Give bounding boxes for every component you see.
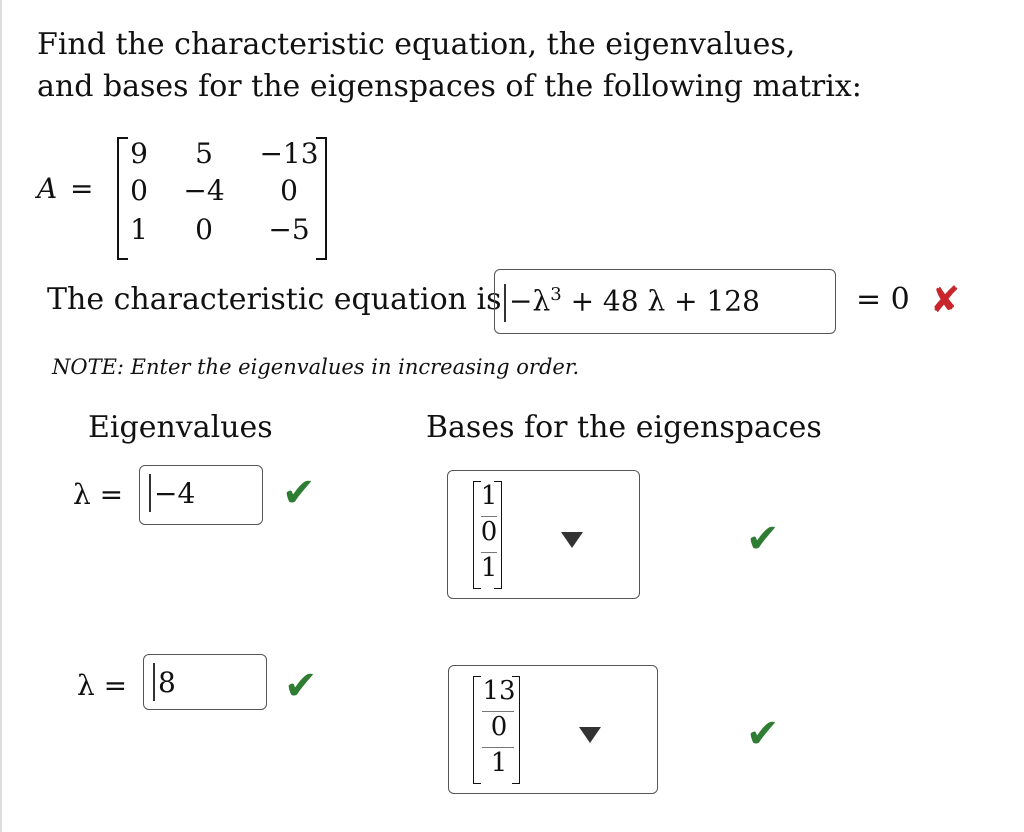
basis-2-entry-2: 0 [490, 712, 508, 742]
characteristic-equation-value [509, 284, 760, 317]
triangle-down-icon[interactable] [561, 532, 583, 548]
matrix-cell-r3c1: 1 [130, 213, 148, 246]
x-mark-icon: ✘ [930, 280, 961, 321]
basis-1-entry-2: 0 [480, 517, 498, 547]
input-cursor [149, 474, 151, 512]
characteristic-equation-input[interactable] [494, 269, 836, 334]
lambda-label-2: λ = [77, 669, 128, 702]
eigenvalues-header: Eigenvalues [88, 410, 273, 445]
characteristic-equation-label: The characteristic equation is [47, 282, 502, 317]
check-mark-icon: ✔ [284, 663, 318, 709]
basis-2-entry-1: 13 [482, 676, 516, 706]
matrix-cell-r3c3: −5 [268, 213, 310, 246]
input-cursor [504, 284, 506, 322]
check-mark-icon: ✔ [282, 470, 316, 516]
characteristic-rhs: = 0 [856, 282, 910, 317]
prompt-line-2: and bases for the eigenspaces of the following matrix: [37, 69, 862, 104]
matrix-cell-r2c2: −4 [183, 174, 225, 207]
matrix-cell-r1c2: 5 [195, 137, 213, 170]
answer-exponent: 3 [550, 284, 562, 305]
basis-1-entry-3: 1 [480, 553, 498, 583]
matrix-cell-r1c3: −13 [259, 137, 319, 170]
matrix-label: A [37, 172, 58, 205]
prompt-line-1: Find the characteristic equation, the eigenvalues, [37, 27, 796, 62]
check-mark-icon: ✔ [746, 516, 780, 562]
eigenvalue-input-2[interactable] [143, 654, 267, 710]
problem-prompt [37, 24, 862, 108]
matrix-cell-r2c3: 0 [280, 174, 298, 207]
eigenvalue-input-1[interactable] [139, 465, 263, 525]
basis-dropdown-1[interactable] [447, 470, 640, 599]
check-mark-icon: ✔ [746, 711, 780, 757]
eigenvalue-value-2: 8 [158, 666, 176, 699]
matrix-equals: = [70, 172, 94, 205]
matrix-cell-r2c1: 0 [130, 174, 148, 207]
bases-header: Bases for the eigenspaces [426, 410, 822, 445]
triangle-down-icon[interactable] [579, 727, 601, 743]
answer-prefix: −λ [509, 284, 551, 318]
answer-suffix: + 48 λ + 128 [561, 284, 760, 318]
basis-2-entry-3: 1 [490, 748, 508, 778]
basis-dropdown-2[interactable] [448, 665, 658, 794]
matrix-cell-r1c1: 9 [130, 137, 148, 170]
eigenvalue-value-1: −4 [154, 477, 196, 510]
left-border [0, 0, 2, 832]
basis-1-entry-1: 1 [480, 481, 498, 511]
input-cursor [153, 663, 155, 701]
note-text: NOTE: Enter the eigenvalues in increasing order. [52, 355, 580, 379]
lambda-label-1: λ = [73, 478, 124, 511]
matrix-cell-r3c2: 0 [195, 213, 213, 246]
